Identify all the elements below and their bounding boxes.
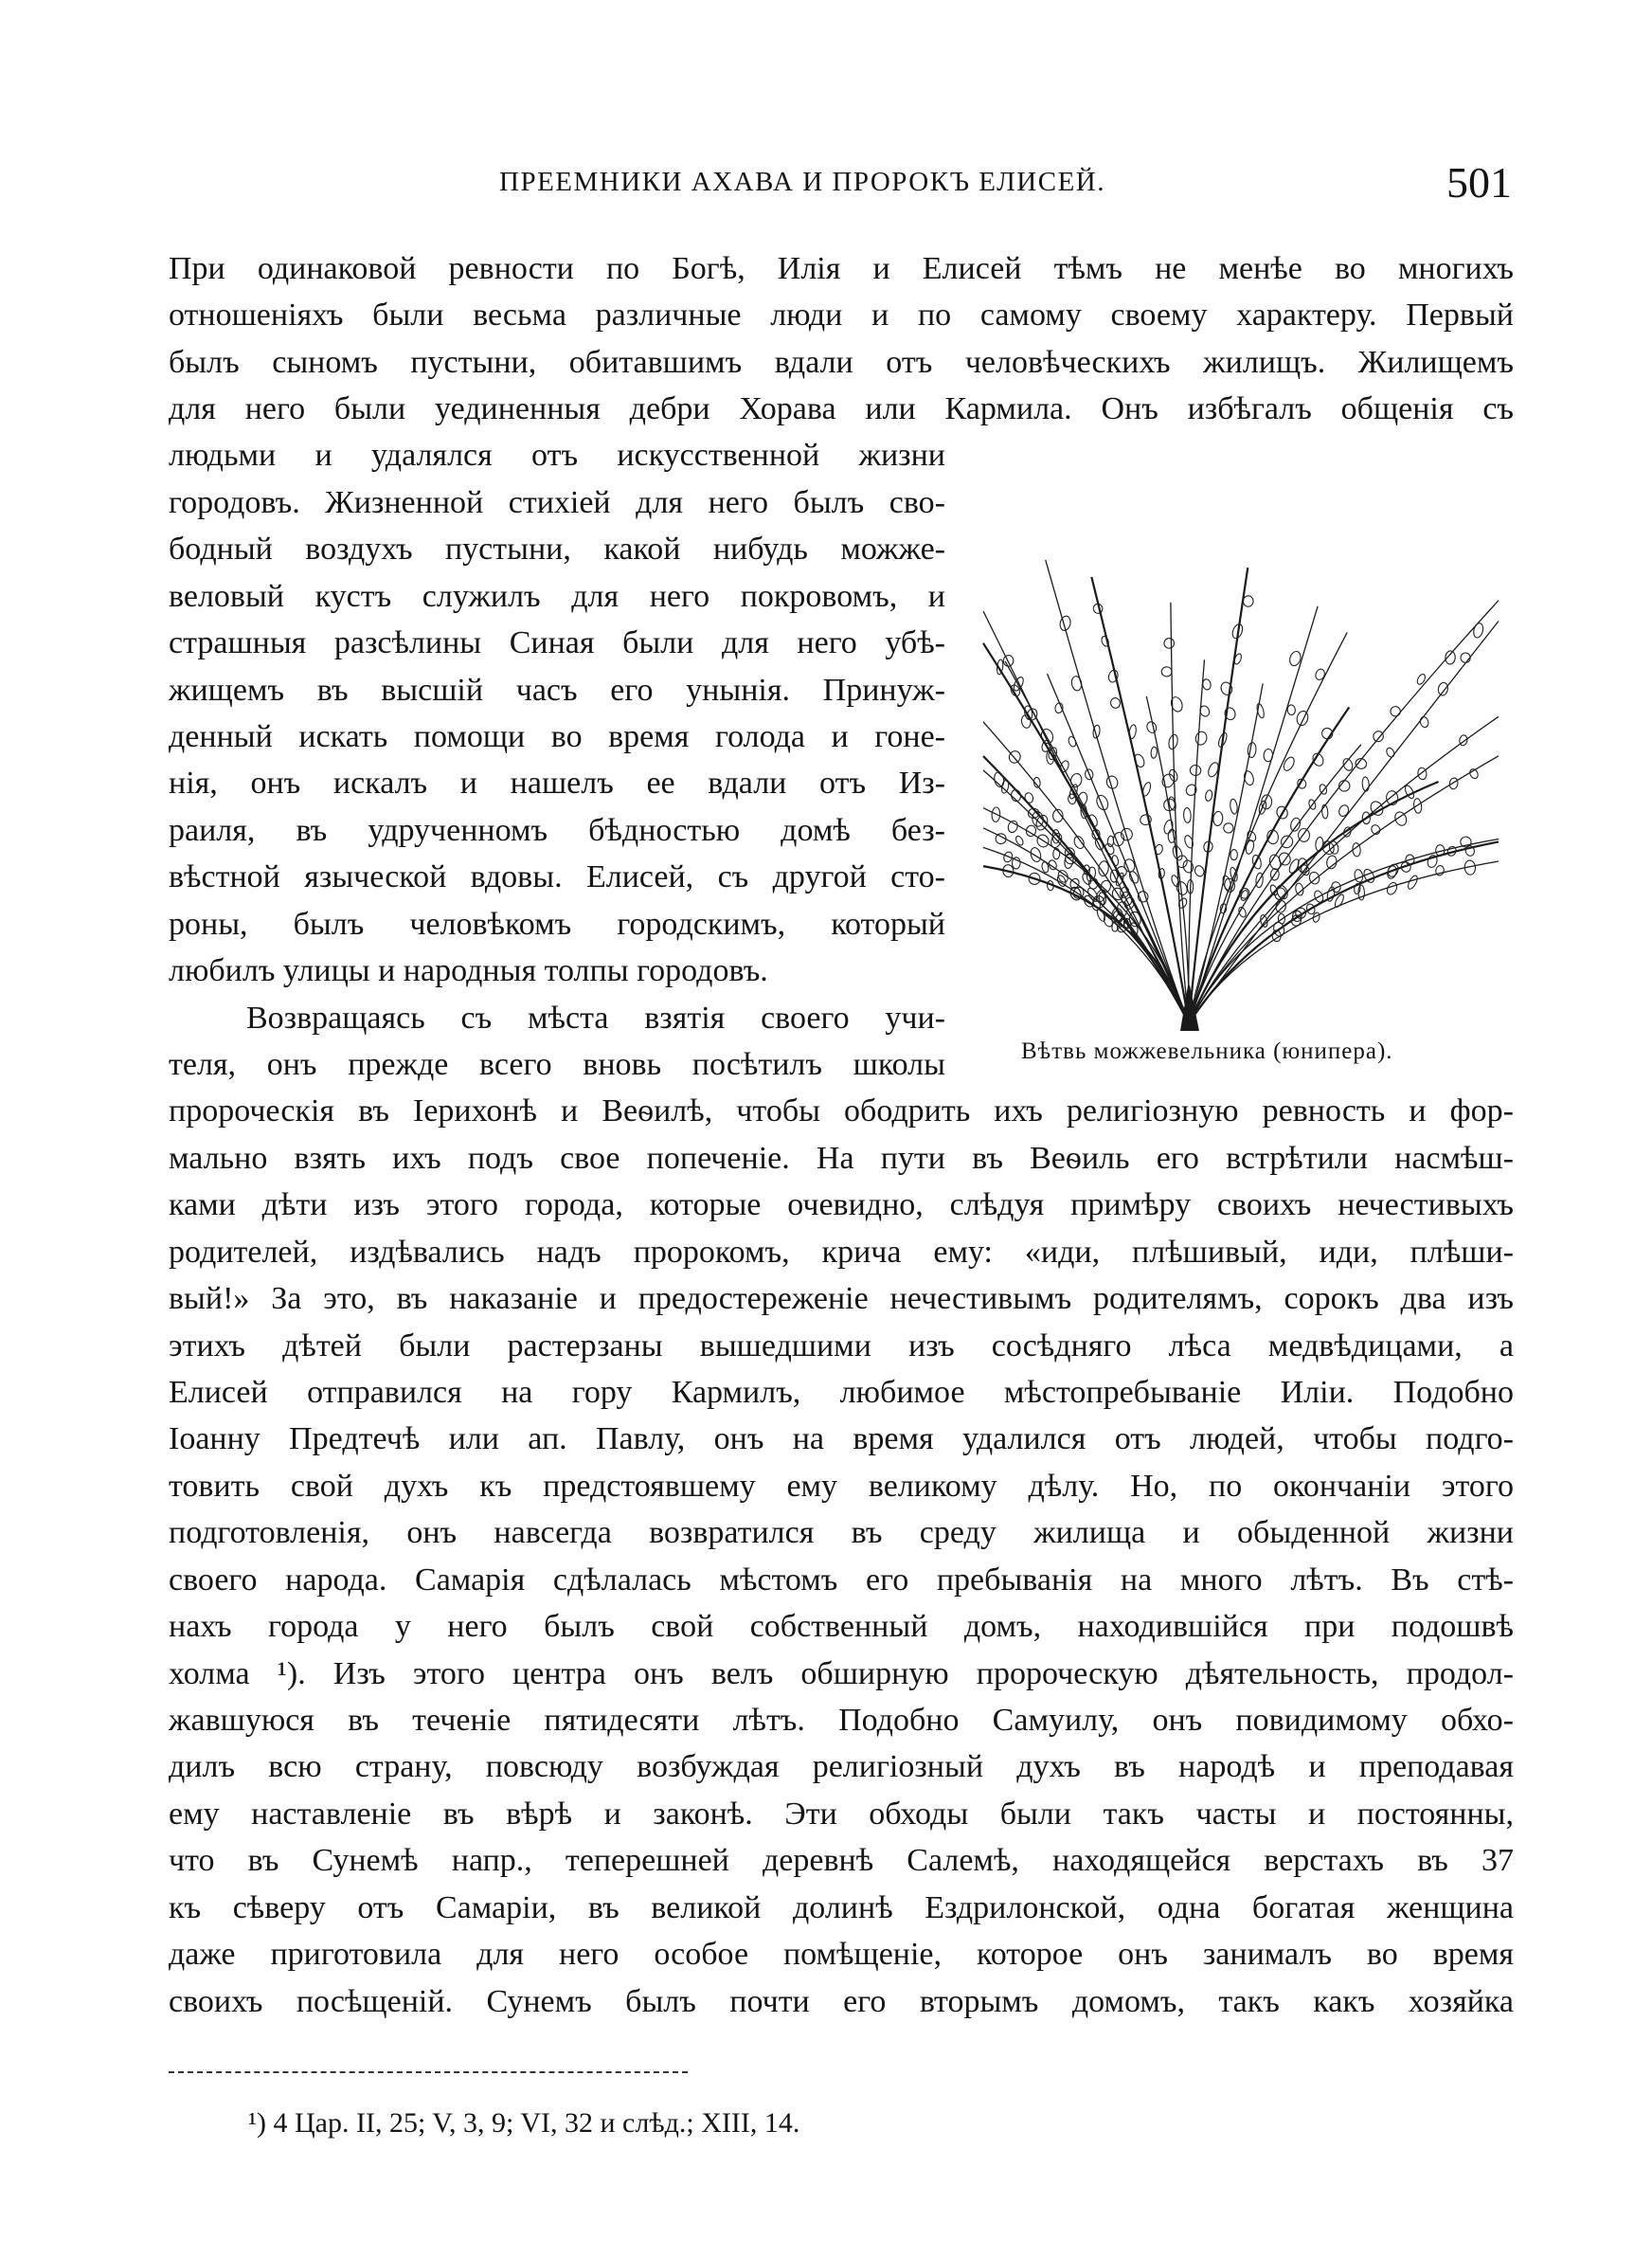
leaf-bud xyxy=(1407,875,1420,891)
branch-stem xyxy=(1189,621,1499,1023)
leaf-bud xyxy=(1128,724,1137,739)
text-line: ками дѣти изъ этого города, которые очевидно, слѣдуя примѣру своихъ нечестивыхъ xyxy=(169,1187,1514,1222)
leaf-bud xyxy=(1212,811,1223,826)
branch-stem xyxy=(1189,840,1499,1023)
text-line: веловый кустъ служилъ для него покровомъ, и xyxy=(169,579,945,614)
text-line: денный искать помощи во время голода и гоне- xyxy=(169,719,945,754)
leaf-bud xyxy=(1110,697,1122,709)
leaf-bud xyxy=(1320,726,1335,740)
text-line: былъ сыномъ пустыни, обитавшимъ вдали отъ человѣческихъ жилищъ. Жилищемъ xyxy=(169,345,1514,380)
leaf-bud xyxy=(1034,814,1050,832)
leaf-bud xyxy=(1311,751,1325,767)
leaf-bud xyxy=(1437,682,1448,696)
leaf-bud xyxy=(1000,780,1010,794)
leaf-bud xyxy=(1230,850,1238,860)
branch-stem xyxy=(983,756,1189,1023)
text-line: своихъ посѣщеній. Сунемъ былъ почти его вторымъ домомъ, такъ какъ хозяйка xyxy=(169,1984,1514,2019)
leaf-bud xyxy=(1145,720,1158,733)
leaf-bud xyxy=(1030,846,1043,862)
leaf-bud xyxy=(1194,864,1206,877)
leaf-bud xyxy=(1107,836,1114,847)
text-line: любилъ улицы и народныя толпы городовъ. xyxy=(169,953,768,988)
leaf-bud xyxy=(1096,908,1106,922)
text-line: мально взять ихъ подъ свое попеченіе. На пути въ Веѳиль его встрѣтили насмѣш- xyxy=(169,1141,1514,1176)
branch-stem xyxy=(1189,606,1318,1023)
text-line: Іоанну Предтечѣ или ап. Павлу, онъ на время удалился отъ людей, чтобы подго- xyxy=(169,1421,1514,1456)
leaf-bud xyxy=(1419,716,1429,729)
leaf-bud xyxy=(1354,869,1364,883)
leaf-bud xyxy=(1222,822,1234,834)
text-line: подготовленія, онъ навсегда возвратился въ среду жилища и обыденной жизни xyxy=(169,1515,1514,1550)
text-line: При одинаковой ревности по Богѣ, Илія и Елисей тѣмъ не менѣе во многихъ xyxy=(169,251,1514,286)
leaf-bud xyxy=(1163,638,1175,649)
leaf-bud xyxy=(1296,710,1310,727)
leaf-bud xyxy=(1024,792,1034,804)
leaf-bud xyxy=(1183,807,1191,822)
text-line: Возвращаясь съ мѣста взятія своего учи- xyxy=(246,1001,945,1036)
leaf-bud xyxy=(1282,755,1296,772)
leaf-bud xyxy=(1295,882,1304,895)
text-line: своего народа. Самарія сдѣлалась мѣстомъ его пребыванія на много лѣтъ. Въ стѣ- xyxy=(169,1562,1514,1598)
leaf-bud xyxy=(1459,651,1472,664)
leaf-bud xyxy=(1104,842,1116,856)
text-line: жавшуюся въ теченіе пятидесяти лѣтъ. Подобно Самуилу, онъ повидимому обхо- xyxy=(169,1703,1514,1738)
leaf-bud xyxy=(1362,777,1370,792)
juniper-branch-illustration xyxy=(976,455,1506,1033)
leaf-bud xyxy=(1269,884,1279,896)
leaf-bud xyxy=(1123,896,1136,911)
leaf-bud xyxy=(1445,651,1455,665)
leaf-bud xyxy=(1459,734,1468,746)
branch-stem xyxy=(983,808,1189,1023)
text-line: теля, онъ прежде всего вновь посѣтилъ школы xyxy=(169,1047,945,1082)
leaf-bud xyxy=(1385,747,1395,758)
leaf-bud xyxy=(1264,749,1273,762)
leaf-bud xyxy=(1472,623,1484,639)
leaf-bud xyxy=(1095,794,1110,812)
text-line: къ сѣверу отъ Самаріи, въ великой долинѣ Ездрилонской, одна богатая женщина xyxy=(169,1890,1514,1925)
text-line: раиля, въ удрученномъ бѣдностью домѣ без- xyxy=(169,813,945,848)
leaf-bud xyxy=(1289,817,1302,832)
leaf-bud xyxy=(1390,706,1401,717)
branch-stem xyxy=(983,828,1189,1023)
text-line: нія, онъ искалъ и нашелъ ее вдали отъ Из- xyxy=(169,766,945,801)
text-line: для него были уединенныя дебри Хорава или Кармила. Онъ избѣгалъ общенія съ xyxy=(169,391,1514,426)
text-line: вый!» За это, въ наказаніе и предостереженіе нечестивымъ родителямъ, сорокъ два изъ xyxy=(169,1281,1514,1316)
leaf-bud xyxy=(1101,636,1110,647)
leaf-bud xyxy=(1141,782,1152,797)
text-line: Елисей отправился на гору Кармилъ, любимое мѣстопребываніе Иліи. Подобно xyxy=(169,1375,1514,1410)
leaf-bud xyxy=(1370,823,1381,836)
branch-stem xyxy=(1189,683,1263,1023)
leaf-bud xyxy=(1314,668,1326,681)
leaf-bud xyxy=(1068,735,1077,748)
text-line: пророческія въ Іерихонѣ и Веѳилѣ, чтобы ободрить ихъ религіозную ревность и фор- xyxy=(169,1093,1514,1128)
text-line: жищемъ въ высшій часъ его унынія. Принуж- xyxy=(169,673,945,708)
leaf-bud xyxy=(1151,747,1158,758)
branch-stem xyxy=(1171,603,1189,1023)
text-line: роны, былъ человѣкомъ городскимъ, который xyxy=(169,907,945,942)
leaf-bud xyxy=(1184,783,1198,797)
leaf-bud xyxy=(1111,855,1119,866)
leaf-bud xyxy=(1468,767,1480,780)
text-line: страшныя разсѣлины Синая были для него убѣ- xyxy=(169,625,945,660)
leaf-bud xyxy=(1287,858,1301,874)
leaf-bud xyxy=(1161,667,1172,677)
leaf-bud xyxy=(1299,828,1310,841)
text-line: даже приготовила для него особое помѣщеніе, которое онъ занималъ во время xyxy=(169,1937,1514,1972)
leaf-bud xyxy=(1182,859,1194,874)
text-line: людьми и удалялся отъ искусственной жизни xyxy=(169,438,945,473)
leaf-bud xyxy=(1194,731,1208,746)
leaf-bud xyxy=(1169,695,1184,713)
leaf-bud xyxy=(1012,858,1020,869)
text-line: бодный воздухъ пустыни, какой нибудь можже- xyxy=(169,532,945,567)
footnote: ¹) 4 Цар. II, 25; V, 3, 9; VI, 32 и слѣд.; XIII, 14. xyxy=(248,2107,800,2139)
text-line: городовъ. Жизненной стихіей для него былъ сво- xyxy=(169,485,945,520)
text-line: что въ Сунемѣ напр., теперешней деревнѣ Салемѣ, находящейся верстахъ въ 37 xyxy=(169,1843,1514,1878)
footnote-divider xyxy=(169,2071,688,2073)
text-line: родителей, издѣвались надъ пророкомъ, крича ему: «иди, плѣшивый, иди, плѣши- xyxy=(169,1235,1514,1270)
leaf-bud xyxy=(1448,777,1458,789)
leaf-bud xyxy=(1248,742,1257,757)
branch-stem xyxy=(1189,756,1499,1023)
branch-stem xyxy=(1189,861,1499,1023)
leaf-bud xyxy=(1321,804,1328,819)
leaf-bud xyxy=(1069,772,1083,787)
text-line: отношеніяхъ были весьма различные люди и по самому своему характеру. Первый xyxy=(169,298,1514,333)
leaf-bud xyxy=(1385,881,1398,896)
page-number: 501 xyxy=(1446,158,1512,207)
leaf-bud xyxy=(1072,835,1086,850)
text-line: товить свой духъ къ предстоявшему ему великому дѣлу. Но, по окончаніи этого xyxy=(169,1469,1514,1504)
leaf-bud xyxy=(1287,705,1296,715)
juniper-branch-drawing xyxy=(976,455,1506,1033)
leaf-bud xyxy=(1222,875,1232,891)
text-line: дилъ всю страну, повсюду возбуждая религіозный духъ въ народѣ и преподавая xyxy=(169,1749,1514,1784)
leaf-bud xyxy=(1243,770,1255,786)
leaf-bud xyxy=(1168,829,1176,842)
figure-caption: Вѣтвь можжевельника (юнипера). xyxy=(1021,1038,1393,1064)
leaf-bud xyxy=(1243,596,1253,607)
leaf-bud xyxy=(1338,803,1351,818)
text-line: ему наставленіе въ вѣрѣ и законѣ. Эти обходы были такъ часты и постоянны, xyxy=(169,1797,1514,1832)
leaf-bud xyxy=(1326,886,1336,902)
text-line: холма ¹). Изъ этого центра онъ велъ обширную пророческую дѣятельность, продол- xyxy=(169,1656,1514,1691)
leaf-bud xyxy=(1202,678,1212,690)
leaf-bud xyxy=(1373,731,1385,743)
leaf-bud xyxy=(1446,845,1457,858)
text-line: вѣстной языческой вдовы. Елисей, съ другой сто- xyxy=(169,859,945,894)
leaf-bud xyxy=(1319,784,1328,795)
text-line: нахъ города у него былъ свой собственный домъ, находившійся при подошвѣ xyxy=(169,1609,1514,1644)
running-header: ПРЕЕМНИКИ АХАВА И ПРОРОКЪ ЕЛИСЕЙ. xyxy=(499,167,1105,197)
text-line: этихъ дѣтей были растерзаны вышедшими изъ сосѣдняго лѣса медвѣдицами, а xyxy=(169,1328,1514,1363)
leaf-bud xyxy=(1007,820,1019,834)
leaf-bud xyxy=(1230,799,1238,815)
branch-stem xyxy=(1189,782,1439,1023)
leaf-bud xyxy=(1205,789,1213,802)
